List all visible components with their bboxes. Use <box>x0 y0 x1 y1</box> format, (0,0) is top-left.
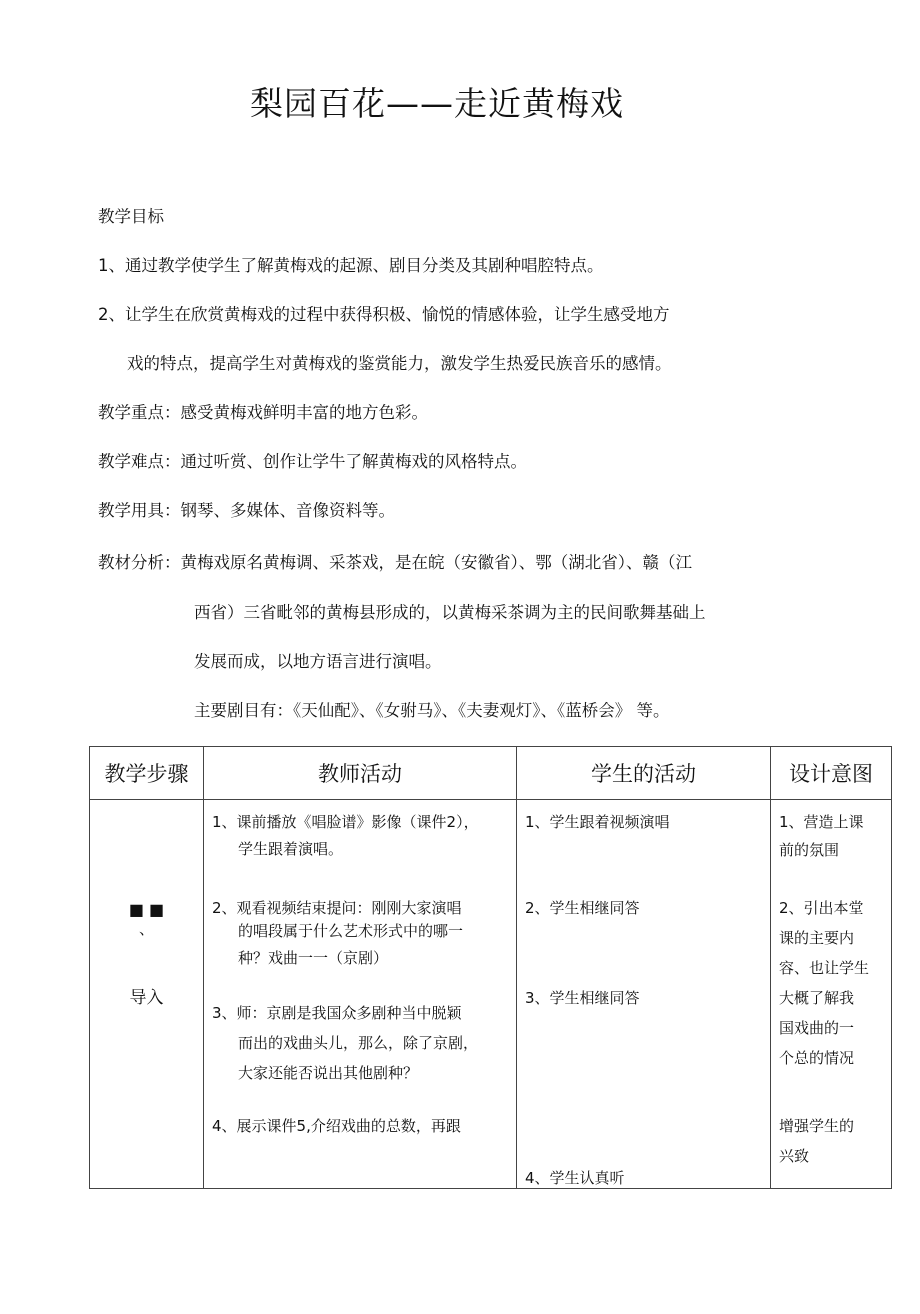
teacher-line: 的唱段属于什么艺术形式中的哪一 <box>238 922 464 940</box>
header-step: 教学步骤 <box>90 747 204 800</box>
intent-line: 容、也让学生 <box>779 959 870 977</box>
teaching-tools: 教学用具：钢琴、多媒体、音像资料等。 <box>98 501 395 520</box>
header-teacher: 教师活动 <box>204 747 517 800</box>
goals-heading: 教学目标 <box>98 207 164 226</box>
analysis-line-4: 主要剧目有：《天仙配》、《女驸马》、《夫妻观灯》、《蓝桥会》 等。 <box>194 701 670 720</box>
teacher-line: 3、师：京剧是我国众多剧种当中脱颖 <box>212 1004 462 1022</box>
analysis-line-1: 教材分析：黄梅戏原名黄梅调、采茶戏，是在皖（安徽省）、鄂（湖北省）、赣（江 <box>98 553 692 572</box>
teacher-line: 大家还能否说出其他剧种？ <box>238 1064 419 1082</box>
student-line: 3、学生相继同答 <box>525 989 640 1007</box>
step-marks: ■ ■ <box>128 900 165 919</box>
teaching-steps-table <box>89 746 892 1189</box>
intent-cell <box>771 800 892 1189</box>
intent-line: 前的氛围 <box>779 841 840 859</box>
header-intent: 设计意图 <box>771 747 892 800</box>
step-label: 导入 <box>129 988 164 1008</box>
document-title: 梨园百花——走近黄梅戏 <box>250 84 624 123</box>
teacher-line: 学生跟着演唱。 <box>238 840 344 858</box>
step-cell <box>90 800 204 1189</box>
student-cell <box>517 800 771 1189</box>
teacher-line: 种？戏曲一一（京剧） <box>238 949 389 967</box>
student-line: 4、学生认真听 <box>525 1169 625 1187</box>
student-line: 2、学生相继同答 <box>525 899 640 917</box>
teacher-line: 4、展示课件5,介绍戏曲的总数，再跟 <box>212 1117 461 1135</box>
intent-line: 大概了解我 <box>779 989 855 1007</box>
intent-line: 课的主要内 <box>779 929 855 947</box>
student-line: 1、学生跟着视频演唱 <box>525 813 670 831</box>
teacher-line: 2、观看视频结束提问：刚刚大家演唱 <box>212 899 462 917</box>
step-comma: 、 <box>138 920 154 938</box>
intent-line: 增强学生的 <box>779 1117 855 1135</box>
teacher-cell <box>204 800 517 1189</box>
analysis-line-3: 发展而成，以地方语言进行演唱。 <box>194 652 442 671</box>
goal-2-line-1: 2、让学生在欣赏黄梅戏的过程中获得积极、愉悦的情感体验，让学生感受地方 <box>98 305 670 324</box>
goal-2-line-2: 戏的特点，提高学生对黄梅戏的鉴赏能力，激发学生热爱民族音乐的感情。 <box>127 354 672 373</box>
difficulty: 教学难点：通过听赏、创作让学牛了解黄梅戏的风格特点。 <box>98 452 527 471</box>
intent-line: 兴致 <box>779 1147 810 1165</box>
teacher-line: 而出的戏曲头儿，那么，除了京剧， <box>238 1034 479 1052</box>
teacher-line: 1、课前播放《唱脸谱》影像（课件2）， <box>212 813 479 831</box>
key-point: 教学重点：感受黄梅戏鲜明丰富的地方色彩。 <box>98 403 428 422</box>
goal-1: 1、通过教学使学生了解黄梅戏的起源、剧目分类及其剧种唱腔特点。 <box>98 256 604 275</box>
intent-line: 国戏曲的一 <box>779 1019 855 1037</box>
analysis-line-2: 西省）三省毗邻的黄梅县形成的，以黄梅采茶调为主的民间歌舞基础上 <box>194 603 706 622</box>
intent-line: 2、引出本堂 <box>779 899 864 917</box>
table-header-row <box>90 747 892 800</box>
table-row <box>90 800 892 1189</box>
intent-line: 个总的情况 <box>779 1049 855 1067</box>
intent-line: 1、营造上课 <box>779 813 864 831</box>
header-student: 学生的活动 <box>517 747 771 800</box>
